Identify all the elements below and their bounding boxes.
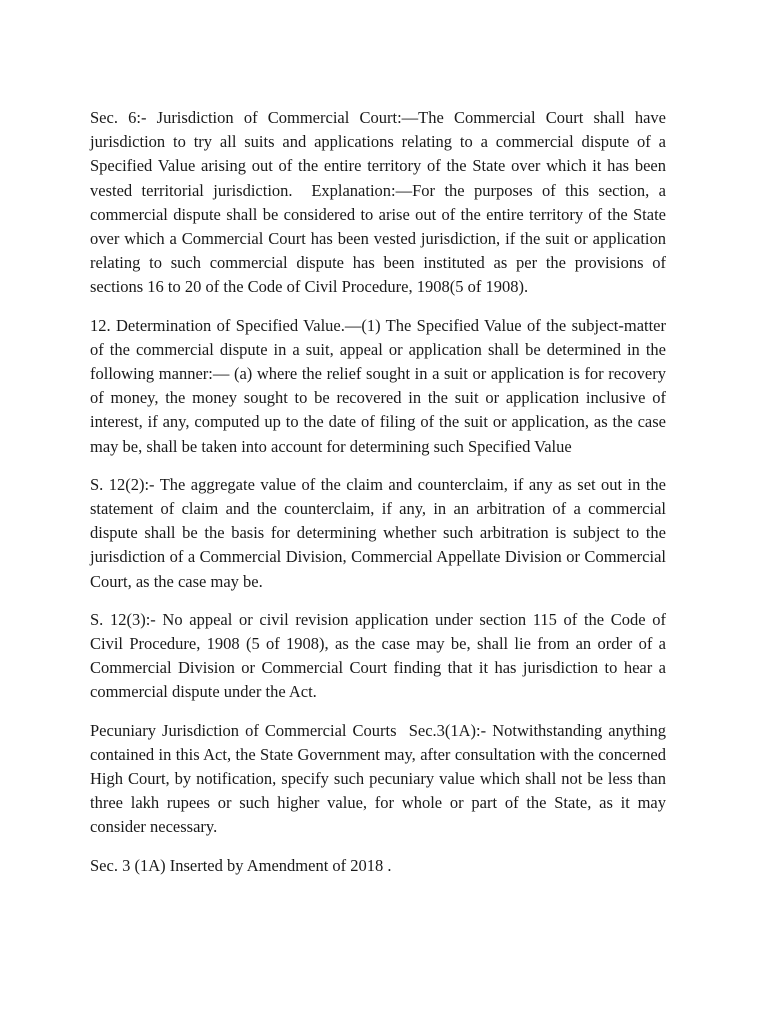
paragraph-sec-6: Sec. 6:- Jurisdiction of Commercial Court:—The Commercial Court shall have jurisdiction to try all suits and applications relating to a commercial dispute of a Specified Value arising out of the entire territory of the State over which it has been vested territorial jurisdiction. Explanation:—For the purposes of this section, a commercial dispute shall be considered to arise out of the entire territory of the State over which a Commercial Court has been vested jurisdiction, if the suit or application relating to such commercial dispute has been instituted as per the provisions of sections 16 to 20 of the Code of Civil Procedure, 1908(5 of 1908). [90,108,671,297]
paragraph-sec-12-2: S. 12(2):- The aggregate value of the claim and counterclaim, if any as set out in the statement of claim and the counterclaim, if any, in an arbitration of a commercial dispute shall be the basis for determining whether such arbitration is subject to the jurisdiction of a Commercial Division, Commercial Appellate Division or Commercial Court, as the case may be. [90,474,671,591]
document-page [90,106,671,892]
paragraph-sec-12-3: S. 12(3):- No appeal or civil revision application under section 115 of the Code of Civil Procedure, 1908 (5 of 1908), as the case may be, shall lie from an order of a Commercial Division or Commercial Court finding that it has jurisdiction to hear a commercial dispute under the Act. [90,609,671,702]
paragraph-sec-12-1: 12. Determination of Specified Value.—(1) The Specified Value of the subject-matter of the commercial dispute in a suit, appeal or application shall be determined in the following manner:— (a) where the relief sought in a suit or application is for recovery of money, the money sought to be recovered in the suit or application inclusive of interest, if any, computed up to the date of filing of the suit or application, as the case may be, shall be taken into account for determining such Specified Value [90,315,671,456]
paragraph-amendment-note: Sec. 3 (1A) Inserted by Amendment of 2018 . [90,855,392,875]
paragraph-pecuniary-jurisdiction: Pecuniary Jurisdiction of Commercial Courts Sec.3(1A):- Notwithstanding anything contained in this Act, the State Government may, after consultation with the concerned High Court, by notification, specify such pecuniary value which shall not be less than three lakh rupees or such higher value, for whole or part of the State, as it may consider necessary. [90,720,671,837]
